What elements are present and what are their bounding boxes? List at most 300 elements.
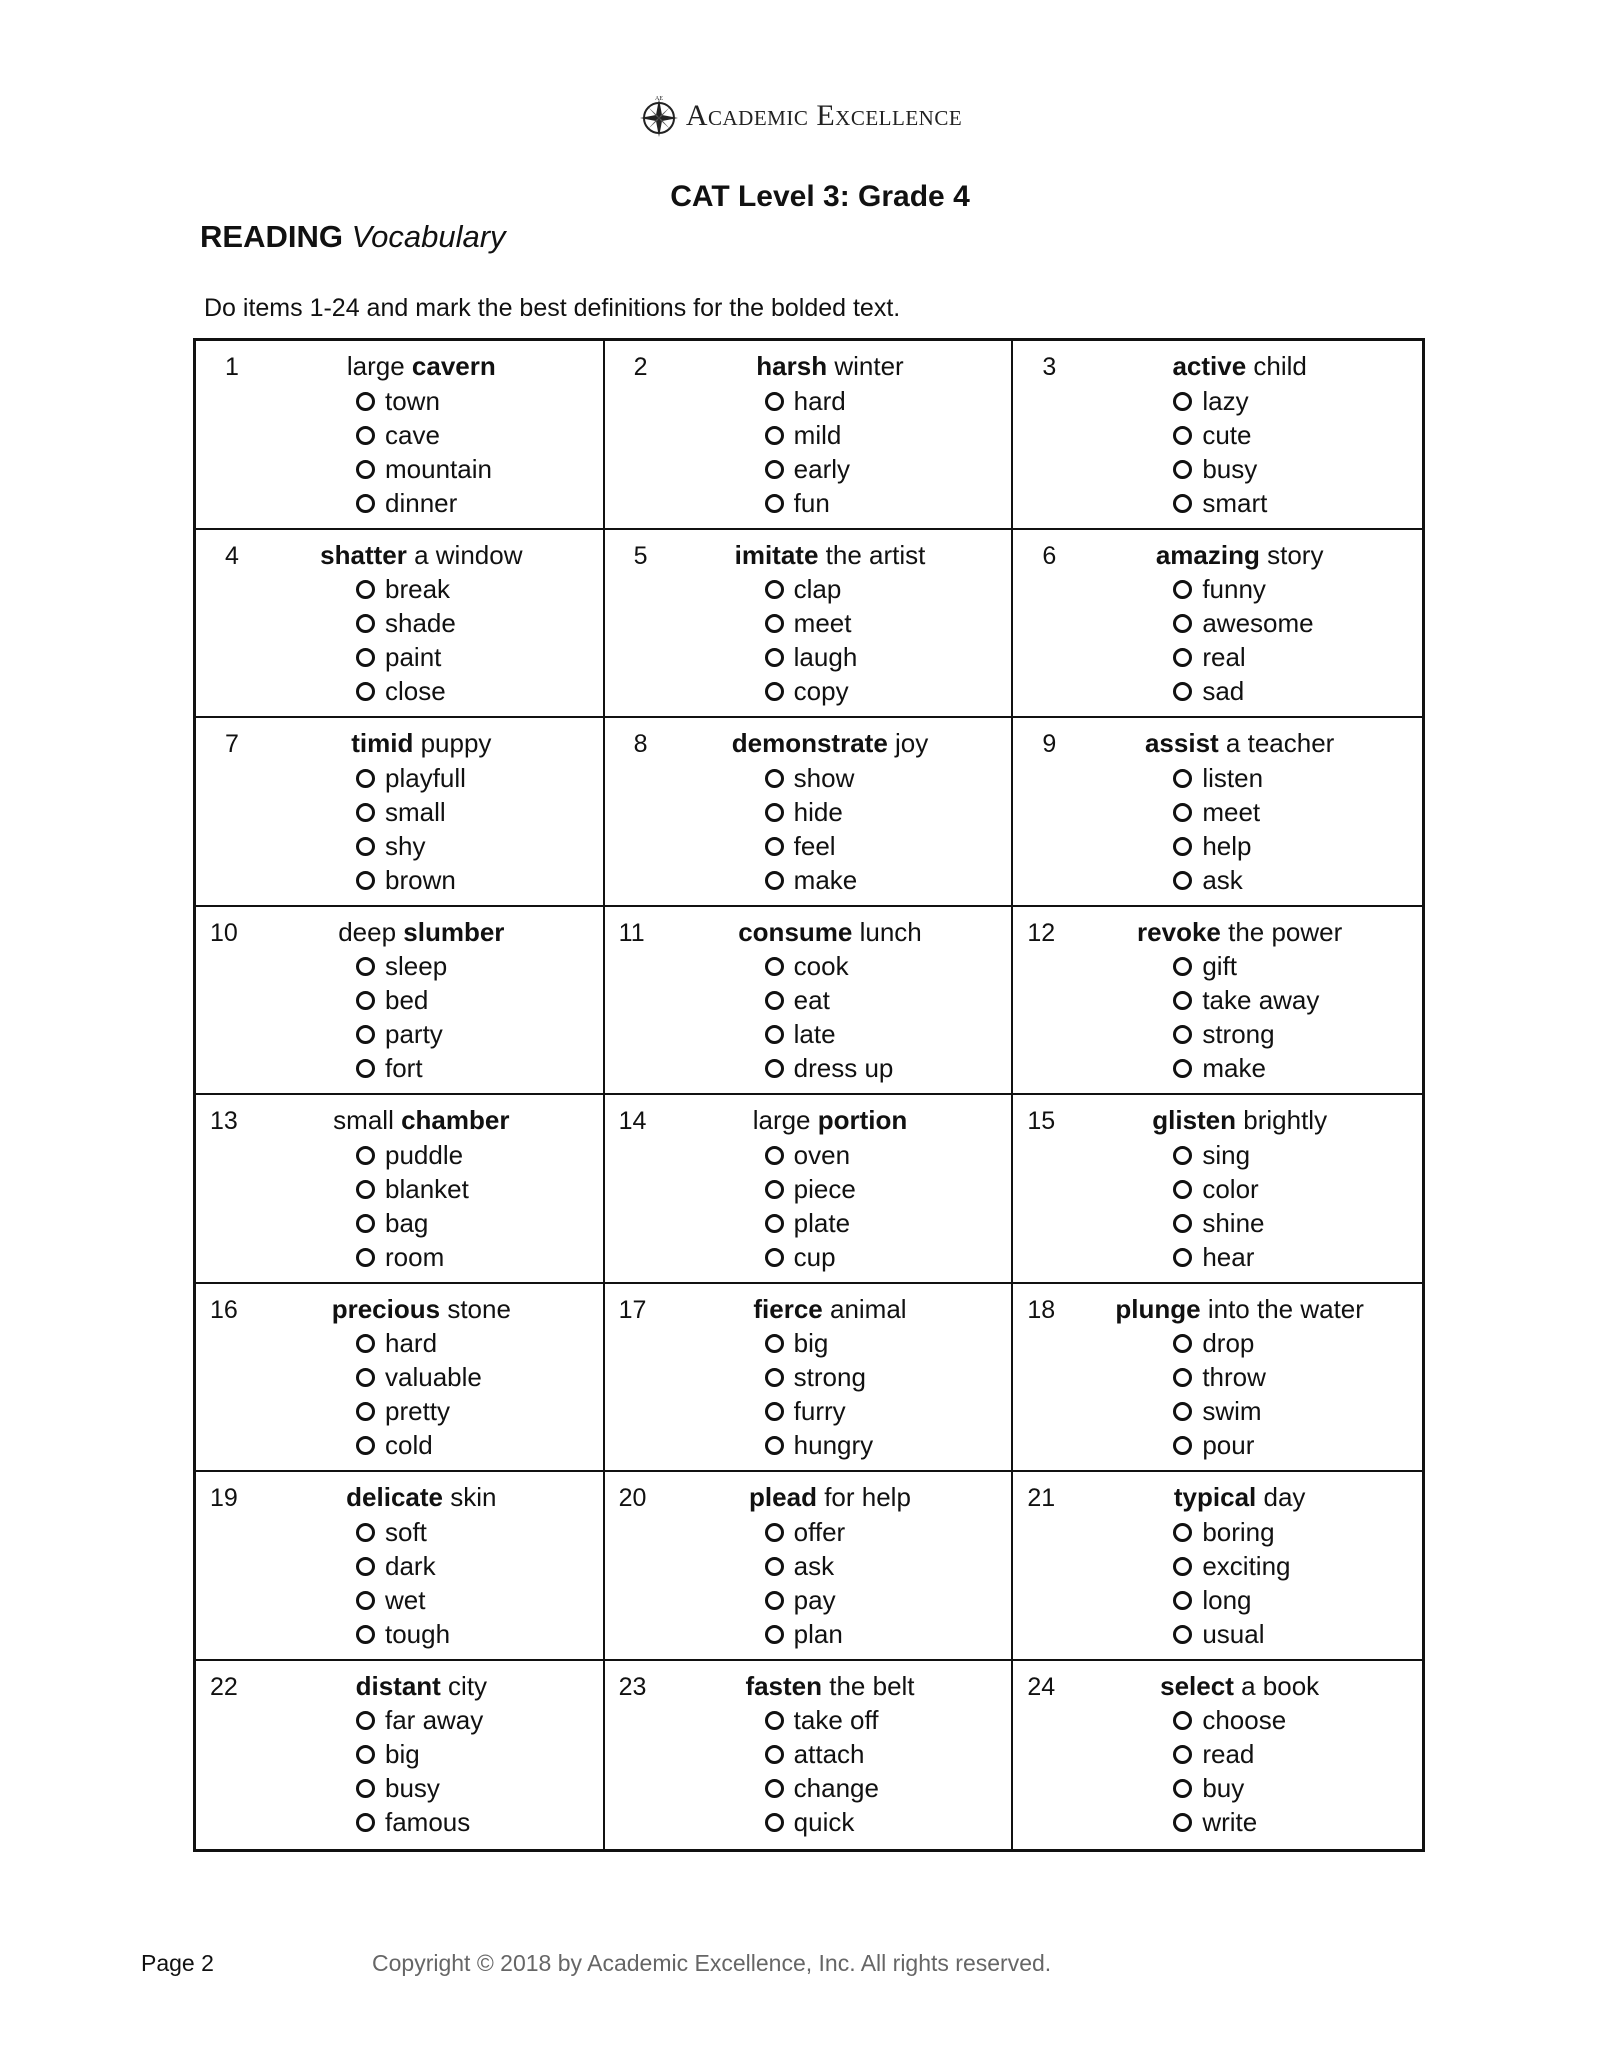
prompt-text: animal: [822, 1293, 907, 1324]
answer-bubble-icon[interactable]: [765, 1368, 784, 1387]
answer-option[interactable]: [765, 829, 858, 863]
answer-bubble-icon[interactable]: [356, 1523, 375, 1542]
answer-options: [1173, 761, 1263, 897]
answer-option[interactable]: [765, 1052, 894, 1086]
answer-bubble-icon[interactable]: [1173, 957, 1192, 976]
answer-bubble-icon[interactable]: [765, 837, 784, 856]
answer-bubble-icon[interactable]: [765, 1523, 784, 1542]
answer-option[interactable]: [765, 1583, 846, 1617]
answer-option[interactable]: [1173, 573, 1313, 607]
copyright: Copyright © 2018 by Academic Excellence, Inc. All rights reserved.: [372, 1950, 1052, 1976]
answer-option[interactable]: [1173, 1617, 1290, 1651]
answer-option[interactable]: [356, 486, 492, 520]
answer-option[interactable]: [356, 384, 492, 418]
answer-option[interactable]: [356, 675, 456, 709]
answer-option[interactable]: [1173, 1052, 1319, 1086]
answer-options: [356, 1138, 469, 1274]
answer-bubble-icon[interactable]: [1173, 1146, 1192, 1165]
answer-option[interactable]: [356, 795, 466, 829]
prompt-bold-word: precious: [331, 1293, 441, 1324]
answer-option[interactable]: [765, 641, 858, 675]
question-number: 18: [1027, 1295, 1056, 1324]
question-number: 11: [618, 918, 645, 947]
answer-bubble-icon[interactable]: [765, 1180, 784, 1199]
answer-option[interactable]: [1173, 1806, 1286, 1840]
question-number: 5: [633, 541, 648, 570]
answer-option[interactable]: [1173, 1515, 1290, 1549]
answer-option[interactable]: [356, 1361, 482, 1395]
answer-bubble-icon[interactable]: [765, 682, 784, 701]
answer-bubble-icon[interactable]: [1173, 426, 1192, 445]
answer-option[interactable]: [765, 863, 858, 897]
question-item: [1013, 1661, 1422, 1850]
answer-option[interactable]: [356, 1018, 447, 1052]
answer-option[interactable]: [765, 384, 850, 418]
answer-bubble-icon[interactable]: [1173, 648, 1192, 667]
answer-label: soft: [385, 1516, 427, 1547]
answer-label: gift: [1202, 951, 1238, 981]
answer-option[interactable]: [1173, 384, 1267, 418]
answer-label: choose: [1202, 1705, 1287, 1735]
prompt-bold-word: harsh: [756, 351, 828, 381]
answer-options: [356, 1327, 482, 1463]
prompt-text: joy: [887, 728, 929, 758]
answer-option[interactable]: [1173, 1361, 1266, 1395]
answer-option[interactable]: [1173, 1583, 1290, 1617]
answer-label: party: [385, 1019, 443, 1049]
answer-label: fun: [793, 487, 830, 518]
answer-bubble-icon[interactable]: [1173, 580, 1192, 599]
answer-option[interactable]: [765, 1549, 846, 1583]
answer-bubble-icon[interactable]: [356, 837, 375, 856]
answer-label: ask: [1202, 864, 1243, 895]
answer-label: playfull: [385, 762, 466, 793]
prompt-bold-word: shatter: [320, 539, 407, 570]
answer-label: cold: [385, 1430, 433, 1460]
question-prompt: [1057, 1294, 1422, 1325]
prompt-bold-word: fierce: [753, 1293, 823, 1324]
answer-option[interactable]: [1173, 1395, 1266, 1429]
question-number: 8: [633, 730, 648, 758]
answer-option[interactable]: [765, 1515, 846, 1549]
answer-option[interactable]: [356, 829, 466, 863]
answer-bubble-icon[interactable]: [1173, 1779, 1192, 1798]
answer-option[interactable]: [1173, 641, 1313, 675]
answer-label: cup: [793, 1241, 836, 1272]
answer-label: boring: [1202, 1516, 1275, 1547]
answer-bubble-icon[interactable]: [765, 1711, 784, 1730]
question-prompt: [240, 728, 603, 759]
answer-option[interactable]: [765, 1429, 874, 1463]
answer-bubble-icon[interactable]: [1173, 494, 1192, 513]
question-prompt: [240, 540, 603, 571]
answer-bubble-icon[interactable]: [356, 1180, 375, 1199]
question-item: [605, 907, 1014, 1096]
prompt-bold-word: fasten: [745, 1670, 823, 1701]
answer-option[interactable]: [1173, 1772, 1286, 1806]
answer-label: oven: [793, 1139, 851, 1170]
answer-options: [765, 1138, 856, 1274]
answer-option[interactable]: [356, 1240, 469, 1274]
question-item: [196, 907, 605, 1096]
answer-option[interactable]: [1173, 984, 1319, 1018]
answer-bubble-icon[interactable]: [765, 769, 784, 788]
answer-bubble-icon[interactable]: [765, 1059, 784, 1078]
answer-options: [765, 761, 858, 897]
answer-label: late: [793, 1019, 836, 1049]
answer-bubble-icon[interactable]: [765, 1557, 784, 1576]
answer-option[interactable]: [1173, 863, 1263, 897]
answer-options: [765, 573, 858, 709]
answer-bubble-icon[interactable]: [1173, 614, 1192, 633]
answer-label: strong: [1202, 1019, 1275, 1049]
brand-name: Academic Excellence: [685, 99, 963, 132]
question-prompt: [1057, 917, 1422, 948]
answer-label: close: [385, 676, 446, 706]
answer-option[interactable]: [356, 641, 456, 675]
answer-bubble-icon[interactable]: [765, 1625, 784, 1644]
answer-bubble-icon[interactable]: [765, 1436, 784, 1455]
prompt-text: puppy: [413, 728, 492, 758]
answer-option[interactable]: [356, 607, 456, 641]
prompt-bold-word: imitate: [734, 539, 819, 570]
answer-bubble-icon[interactable]: [356, 1146, 375, 1165]
answer-bubble-icon[interactable]: [356, 614, 375, 633]
answer-option[interactable]: [765, 1617, 846, 1651]
question-item: [605, 1095, 1014, 1284]
question-number: 13: [210, 1107, 238, 1135]
question-prompt: [1057, 540, 1422, 571]
prompt-bold-word: portion: [817, 1105, 908, 1135]
answer-bubble-icon[interactable]: [1173, 1248, 1192, 1267]
answer-option[interactable]: [1173, 761, 1263, 795]
answer-bubble-icon[interactable]: [1173, 1523, 1192, 1542]
answer-option[interactable]: [765, 984, 894, 1018]
prompt-text: stone: [440, 1293, 511, 1324]
answer-bubble-icon[interactable]: [1173, 1402, 1192, 1421]
prompt-bold-word: timid: [351, 728, 414, 758]
answer-bubble-icon[interactable]: [356, 1625, 375, 1644]
prompt-bold-word: select: [1160, 1670, 1234, 1701]
answer-bubble-icon[interactable]: [356, 991, 375, 1010]
answer-label: early: [793, 453, 851, 484]
answer-option[interactable]: [1173, 675, 1313, 709]
question-item: [1013, 1472, 1422, 1661]
answer-label: tough: [385, 1618, 451, 1649]
answer-label: help: [1202, 830, 1252, 861]
answer-option[interactable]: [356, 573, 456, 607]
answer-bubble-icon[interactable]: [765, 648, 784, 667]
answer-bubble-icon[interactable]: [1173, 1214, 1192, 1233]
answer-bubble-icon[interactable]: [356, 460, 375, 479]
answer-bubble-icon[interactable]: [1173, 803, 1192, 822]
question-number: 15: [1027, 1107, 1056, 1135]
answer-bubble-icon[interactable]: [1173, 1557, 1192, 1576]
answer-option[interactable]: [356, 418, 492, 452]
answer-bubble-icon[interactable]: [356, 803, 375, 822]
answer-bubble-icon[interactable]: [765, 426, 784, 445]
answer-bubble-icon[interactable]: [356, 1214, 375, 1233]
prompt-text: city: [440, 1670, 488, 1701]
answer-bubble-icon[interactable]: [356, 769, 375, 788]
answer-option[interactable]: [765, 675, 858, 709]
answer-option[interactable]: [356, 950, 447, 984]
question-item: [196, 1472, 605, 1661]
answer-option[interactable]: [765, 950, 894, 984]
answer-label: famous: [385, 1807, 471, 1837]
answer-option[interactable]: [1173, 1429, 1266, 1463]
answer-bubble-icon[interactable]: [765, 1402, 784, 1421]
answer-bubble-icon[interactable]: [1173, 1180, 1192, 1199]
answer-bubble-icon[interactable]: [356, 871, 375, 890]
answer-bubble-icon[interactable]: [356, 957, 375, 976]
answer-option[interactable]: [1173, 486, 1267, 520]
answer-option[interactable]: [765, 1018, 894, 1052]
answer-bubble-icon[interactable]: [765, 1248, 784, 1267]
answer-bubble-icon[interactable]: [765, 1779, 784, 1798]
answer-label: real: [1202, 642, 1246, 672]
question-number: 19: [210, 1484, 238, 1512]
question-number: 1: [225, 353, 239, 381]
answer-label: cook: [793, 951, 849, 981]
answer-bubble-icon[interactable]: [765, 494, 784, 513]
answer-bubble-icon[interactable]: [1173, 392, 1192, 411]
answer-option[interactable]: [356, 1738, 483, 1772]
answer-bubble-icon[interactable]: [1173, 991, 1192, 1010]
answer-bubble-icon[interactable]: [765, 1745, 784, 1764]
answer-option[interactable]: [356, 1052, 447, 1086]
answer-bubble-icon[interactable]: [1173, 1025, 1192, 1044]
answer-option[interactable]: [356, 1429, 482, 1463]
answer-option[interactable]: [1173, 1240, 1264, 1274]
answer-bubble-icon[interactable]: [765, 1591, 784, 1610]
answer-bubble-icon[interactable]: [1173, 1368, 1192, 1387]
question-prompt: [1057, 351, 1422, 382]
answer-bubble-icon[interactable]: [765, 871, 784, 890]
answer-label: busy: [385, 1773, 440, 1803]
answer-bubble-icon[interactable]: [765, 803, 784, 822]
question-prompt: [649, 540, 1012, 571]
answer-options: [1173, 1327, 1266, 1463]
prompt-text: day: [1256, 1482, 1306, 1512]
answer-option[interactable]: [1173, 1206, 1264, 1240]
answer-bubble-icon[interactable]: [356, 1248, 375, 1267]
answer-option[interactable]: [765, 795, 858, 829]
answer-option[interactable]: [356, 1772, 483, 1806]
question-prompt: [1057, 1482, 1422, 1513]
question-number: 17: [618, 1295, 647, 1324]
answer-bubble-icon[interactable]: [1173, 769, 1192, 788]
question-number: 4: [225, 541, 239, 570]
answer-option[interactable]: [1173, 607, 1313, 641]
answer-option[interactable]: [356, 1395, 482, 1429]
answer-label: break: [385, 574, 451, 604]
answer-bubble-icon[interactable]: [356, 1025, 375, 1044]
answer-option[interactable]: [1173, 1738, 1286, 1772]
answer-bubble-icon[interactable]: [1173, 1745, 1192, 1764]
answer-option[interactable]: [1173, 1549, 1290, 1583]
answer-option[interactable]: [1173, 1018, 1319, 1052]
answer-label: far away: [385, 1705, 484, 1735]
answer-bubble-icon[interactable]: [356, 1059, 375, 1078]
answer-bubble-icon[interactable]: [1173, 1591, 1192, 1610]
question-prompt: [240, 917, 603, 948]
answer-bubble-icon[interactable]: [356, 494, 375, 513]
answer-option[interactable]: [1173, 795, 1263, 829]
answer-bubble-icon[interactable]: [356, 1591, 375, 1610]
question-number: 9: [1042, 730, 1057, 758]
answer-option[interactable]: [765, 1738, 879, 1772]
answer-bubble-icon[interactable]: [356, 1711, 375, 1730]
answer-bubble-icon[interactable]: [765, 392, 784, 411]
answer-option[interactable]: [356, 761, 466, 795]
answer-bubble-icon[interactable]: [765, 991, 784, 1010]
answer-bubble-icon[interactable]: [1173, 1436, 1192, 1455]
answer-label: cute: [1202, 419, 1252, 450]
answer-label: offer: [793, 1516, 846, 1547]
answer-bubble-icon[interactable]: [356, 1334, 375, 1353]
answer-option[interactable]: [356, 1138, 469, 1172]
answer-option[interactable]: [1173, 452, 1267, 486]
answer-option[interactable]: [765, 1327, 874, 1361]
question-item: [605, 718, 1014, 907]
answer-bubble-icon[interactable]: [1173, 1334, 1192, 1353]
answer-bubble-icon[interactable]: [1173, 1625, 1192, 1644]
answer-option[interactable]: [356, 452, 492, 486]
answer-option[interactable]: [356, 1327, 482, 1361]
answer-label: bed: [385, 985, 429, 1015]
answer-option[interactable]: [765, 761, 858, 795]
answer-label: wet: [385, 1584, 426, 1615]
answer-bubble-icon[interactable]: [356, 1436, 375, 1455]
answer-option[interactable]: [356, 984, 447, 1018]
answer-bubble-icon[interactable]: [1173, 871, 1192, 890]
answer-bubble-icon[interactable]: [1173, 1059, 1192, 1078]
answer-option[interactable]: [765, 1704, 879, 1738]
answer-bubble-icon[interactable]: [356, 392, 375, 411]
answer-label: mild: [793, 419, 842, 450]
answer-option[interactable]: [356, 1806, 483, 1840]
prompt-text: the artist: [818, 539, 926, 570]
answer-bubble-icon[interactable]: [765, 1146, 784, 1165]
answer-option[interactable]: [765, 452, 850, 486]
answer-option[interactable]: [765, 1395, 874, 1429]
answer-option[interactable]: [356, 1172, 469, 1206]
answer-bubble-icon[interactable]: [356, 648, 375, 667]
answer-option[interactable]: [356, 1583, 450, 1617]
prompt-bold-word: plunge: [1115, 1293, 1201, 1324]
answer-bubble-icon[interactable]: [356, 426, 375, 445]
answer-option[interactable]: [1173, 1704, 1286, 1738]
answer-bubble-icon[interactable]: [356, 682, 375, 701]
answer-options: [765, 1515, 846, 1651]
answer-option[interactable]: [765, 418, 850, 452]
answer-label: show: [793, 762, 855, 793]
answer-label: bag: [385, 1207, 429, 1238]
logo: [0, 95, 1600, 137]
answer-options: [765, 1704, 879, 1840]
answer-option[interactable]: [1173, 1172, 1264, 1206]
answer-bubble-icon[interactable]: [356, 1745, 375, 1764]
answer-option[interactable]: [765, 1361, 874, 1395]
answer-option[interactable]: [1173, 1327, 1266, 1361]
prompt-text: brightly: [1236, 1105, 1328, 1135]
prompt-bold-word: cavern: [411, 351, 496, 381]
answer-option[interactable]: [765, 573, 858, 607]
answer-options: [356, 573, 456, 709]
answer-bubble-icon[interactable]: [765, 614, 784, 633]
prompt-bold-word: assist: [1144, 728, 1219, 758]
answer-option[interactable]: [1173, 1138, 1264, 1172]
answer-bubble-icon[interactable]: [765, 957, 784, 976]
answer-label: big: [793, 1328, 829, 1358]
answer-bubble-icon[interactable]: [765, 1025, 784, 1044]
question-item: [605, 1284, 1014, 1473]
prompt-bold-word: typical: [1173, 1482, 1257, 1512]
answer-bubble-icon[interactable]: [765, 1214, 784, 1233]
answer-option[interactable]: [356, 1617, 450, 1651]
prompt-text: into the water: [1200, 1293, 1364, 1324]
answer-label: brown: [385, 864, 456, 895]
answer-label: hard: [793, 385, 846, 416]
prompt-text: a teacher: [1218, 728, 1335, 758]
answer-option[interactable]: [356, 1206, 469, 1240]
answer-option[interactable]: [765, 1172, 856, 1206]
answer-option[interactable]: [1173, 950, 1319, 984]
answer-bubble-icon[interactable]: [765, 460, 784, 479]
answer-option[interactable]: [765, 1806, 879, 1840]
answer-option[interactable]: [765, 607, 858, 641]
answer-option[interactable]: [765, 1206, 856, 1240]
answer-bubble-icon[interactable]: [1173, 1711, 1192, 1730]
answer-option[interactable]: [356, 1515, 450, 1549]
question-item: [196, 530, 605, 719]
answer-bubble-icon[interactable]: [1173, 460, 1192, 479]
question-number: 10: [210, 918, 238, 947]
answer-bubble-icon[interactable]: [1173, 682, 1192, 701]
answer-bubble-icon[interactable]: [356, 1813, 375, 1832]
answer-bubble-icon[interactable]: [356, 1779, 375, 1798]
answer-label: clap: [793, 574, 842, 604]
prompt-text: a book: [1233, 1670, 1320, 1701]
answer-bubble-icon[interactable]: [1173, 837, 1192, 856]
answer-option[interactable]: [765, 486, 850, 520]
question-prompt: [649, 351, 1012, 382]
answer-option[interactable]: [356, 1704, 483, 1738]
answer-option[interactable]: [356, 1549, 450, 1583]
answer-option[interactable]: [765, 1138, 856, 1172]
question-item: [1013, 907, 1422, 1096]
answer-option[interactable]: [1173, 418, 1267, 452]
answer-option[interactable]: [765, 1772, 879, 1806]
answer-label: throw: [1202, 1362, 1266, 1392]
answer-option[interactable]: [765, 1240, 856, 1274]
answer-bubble-icon[interactable]: [1173, 1813, 1192, 1832]
answer-bubble-icon[interactable]: [356, 1557, 375, 1576]
question-prompt: [240, 1294, 603, 1325]
answer-bubble-icon[interactable]: [765, 580, 784, 599]
question-item: [605, 530, 1014, 719]
answer-bubble-icon[interactable]: [765, 1813, 784, 1832]
answer-bubble-icon[interactable]: [765, 1334, 784, 1353]
question-prompt: [649, 1105, 1012, 1136]
answer-label: funny: [1202, 574, 1266, 604]
answer-bubble-icon[interactable]: [356, 1402, 375, 1421]
answer-bubble-icon[interactable]: [356, 1368, 375, 1387]
answer-option[interactable]: [356, 863, 466, 897]
answer-bubble-icon[interactable]: [356, 580, 375, 599]
answer-option[interactable]: [1173, 829, 1263, 863]
